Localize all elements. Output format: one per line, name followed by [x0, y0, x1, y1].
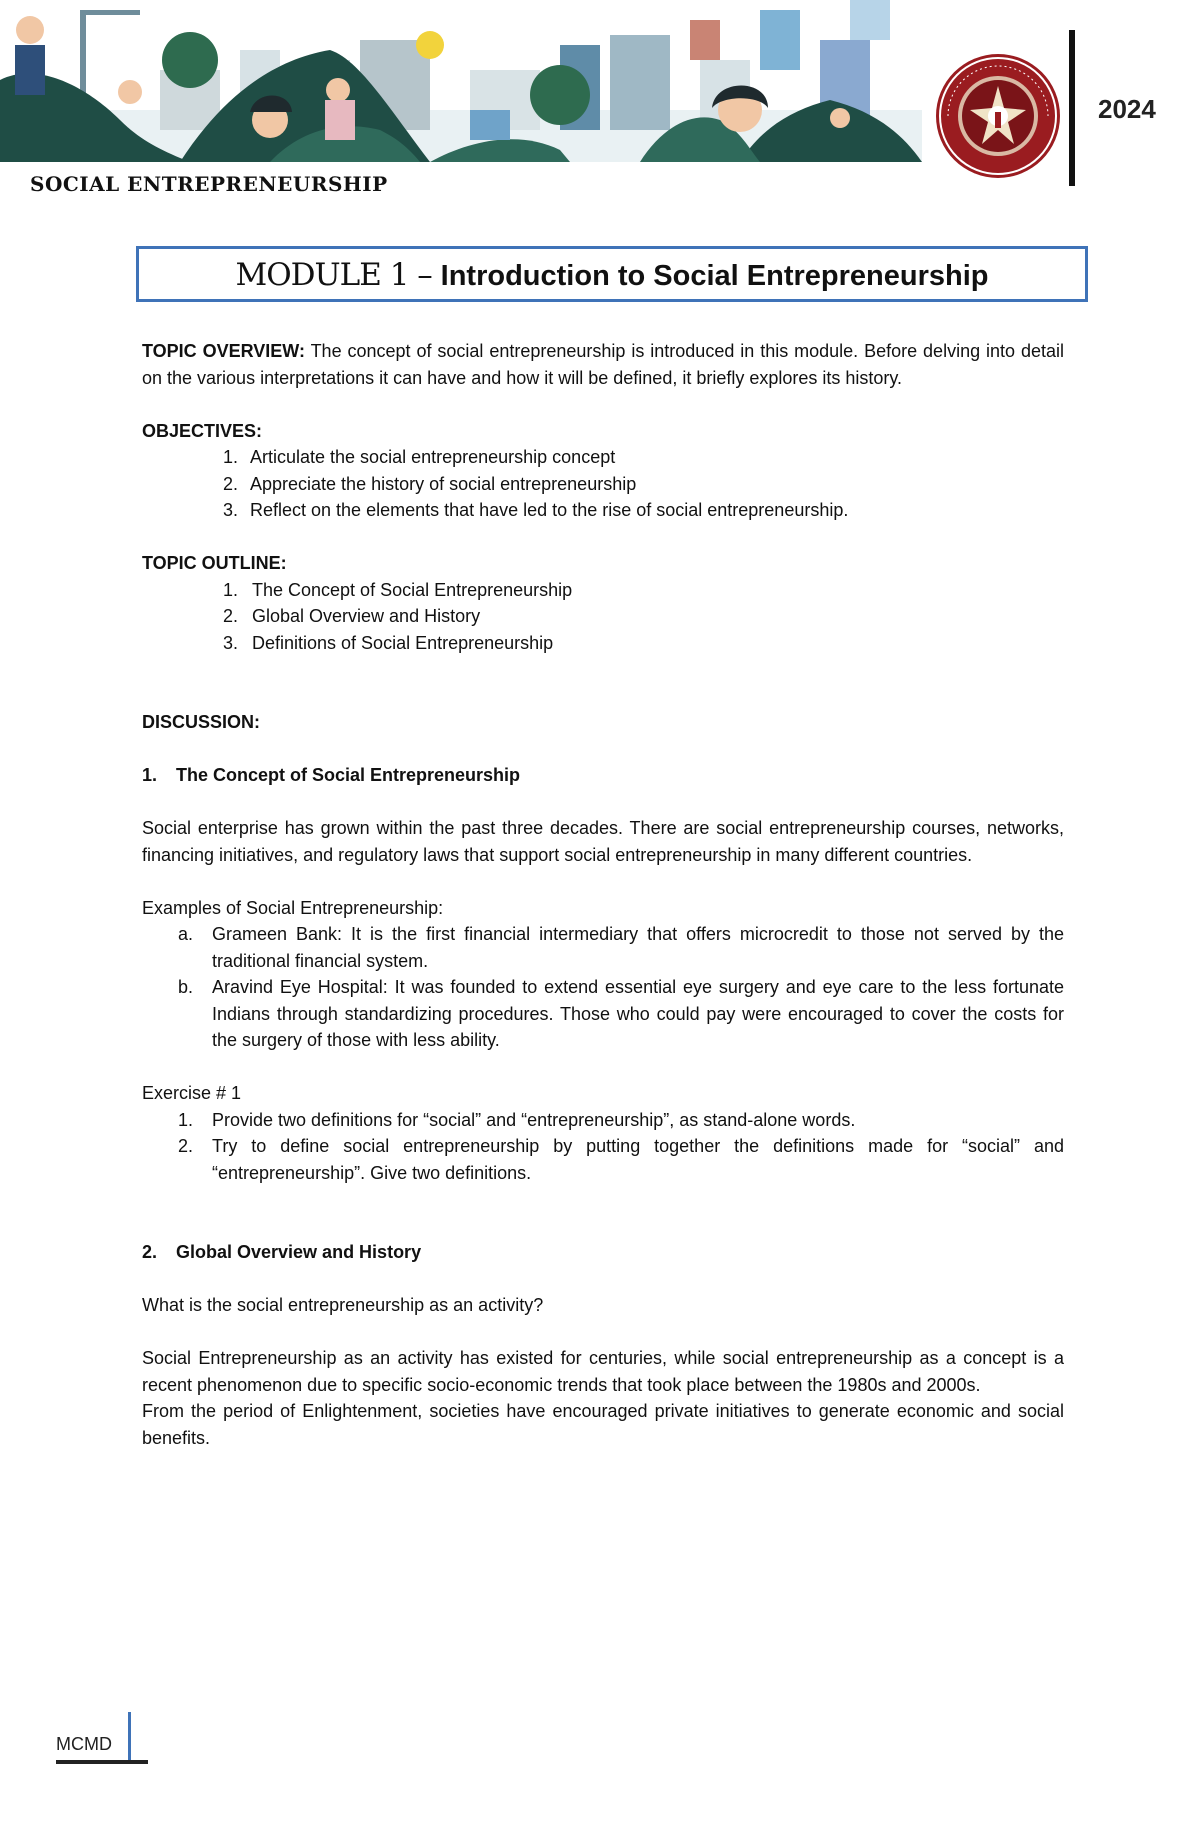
- year-label: 2024: [1098, 94, 1156, 124]
- list-number: 3.: [222, 500, 238, 520]
- university-seal-logo: [934, 52, 1062, 180]
- list-item-text: Definitions of Social Entrepreneurship: [252, 632, 554, 653]
- section-number: 1.: [142, 765, 158, 785]
- discussion-heading: DISCUSSION:: [142, 712, 261, 732]
- list-item: [142, 1107, 1064, 1134]
- list-item: [142, 921, 1064, 974]
- list-item: [142, 603, 1064, 630]
- list-item-text: The Concept of Social Entrepreneurship: [252, 579, 573, 600]
- section-2-paragraph-2: From the period of Enlightenment, societies have encouraged private initiatives to generate economic and social benefits.: [142, 1401, 1064, 1448]
- list-item: [142, 630, 1064, 657]
- list-item: [142, 444, 1064, 471]
- university-seal-icon: [934, 52, 1062, 180]
- section-1-paragraph: Social enterprise has grown within the past three decades. There are social entrepreneurship courses, networks, financing initiatives, and regulatory laws that support social entrepreneurship in many different countries.: [142, 818, 1064, 865]
- list-item: [142, 974, 1064, 1054]
- section-2-question: What is the social entrepreneurship as an activity?: [142, 1295, 544, 1315]
- city-people-illustration-icon: [0, 0, 922, 162]
- section-title: The Concept of Social Entrepreneurship: [176, 765, 521, 785]
- footer-author-initials: MCMD: [56, 1734, 112, 1754]
- course-title: SOCIAL ENTREPRENEURSHIP: [30, 172, 388, 196]
- section-2-paragraph-1: Social Entrepreneurship as an activity has existed for centuries, while social entrepreneurship as a concept is a recent phenomenon due to specific socio-economic trends that took place between the 1980s and 2000s.: [142, 1348, 1064, 1395]
- list-item-text: Global Overview and History: [252, 606, 481, 626]
- topic-outline-list: [142, 577, 1064, 657]
- module-title: [139, 257, 1085, 293]
- section-title: Global Overview and History: [176, 1242, 422, 1262]
- list-item-text: Reflect on the elements that have led to the rise of social entrepreneurship.: [250, 500, 849, 520]
- list-item-text: Try to define social entrepreneurship by putting together the definitions made for “social” and “entrepreneurship”. Give two definitions.: [212, 1136, 1064, 1183]
- list-number: 2.: [178, 1136, 194, 1156]
- list-item-text: Provide two definitions for “social” and “entrepreneurship”, as stand-alone words.: [212, 1109, 856, 1130]
- module-content: [142, 338, 1064, 1451]
- examples-list: [142, 921, 1064, 1054]
- list-number: b.: [178, 977, 194, 997]
- list-number: 1.: [222, 447, 238, 467]
- list-item: [142, 1133, 1064, 1186]
- list-number: 3.: [222, 632, 238, 653]
- list-number: 2.: [222, 606, 238, 626]
- objectives-list: [142, 444, 1064, 524]
- list-number: 1.: [178, 1109, 194, 1130]
- module-title-box: [136, 246, 1088, 302]
- objectives-heading: OBJECTIVES:: [142, 420, 263, 441]
- header-banner-illustration: [0, 0, 922, 162]
- section-2-heading: [142, 1239, 1064, 1266]
- section-1-heading: [142, 762, 1064, 789]
- list-item-text: Appreciate the history of social entrepreneurship: [250, 473, 637, 494]
- section-number: 2.: [142, 1242, 158, 1262]
- topic-outline-heading: TOPIC OUTLINE:: [142, 553, 287, 573]
- module-number: MODULE 1 –: [235, 257, 441, 293]
- list-item-text: Articulate the social entrepreneurship concept: [250, 447, 616, 467]
- list-item: [142, 577, 1064, 604]
- exercise-heading: Exercise # 1: [142, 1083, 242, 1103]
- topic-overview-label: TOPIC OVERVIEW:: [142, 341, 305, 361]
- list-item: [142, 471, 1064, 498]
- list-item-text: Grameen Bank: It is the first financial intermediary that offers microcredit to those not served by the traditional financial system.: [212, 924, 1064, 971]
- list-number: 2.: [222, 473, 238, 494]
- footer-underline: [56, 1760, 148, 1764]
- topic-overview: [142, 338, 1064, 391]
- list-item: [142, 497, 1064, 524]
- header-divider: [1069, 30, 1075, 186]
- exercise-list: [142, 1107, 1064, 1187]
- list-number: a.: [178, 924, 194, 944]
- module-title-text: Introduction to Social Entrepreneurship: [440, 260, 989, 292]
- topic-overview-text: The concept of social entrepreneurship is introduced in this module. Before delving into detail on the various interpretations it can have and how it will be defined, it briefly explores its history.: [142, 341, 1064, 388]
- examples-heading: Examples of Social Entrepreneurship:: [142, 897, 444, 918]
- list-item-text: Aravind Eye Hospital: It was founded to extend essential eye surgery and eye care to the less fortunate Indians through standardizing procedures. Those who could pay were encouraged to cover the costs for the surgery of those with less ability.: [212, 977, 1064, 1050]
- footer-accent-bar: [128, 1712, 131, 1762]
- list-number: 1.: [222, 579, 238, 600]
